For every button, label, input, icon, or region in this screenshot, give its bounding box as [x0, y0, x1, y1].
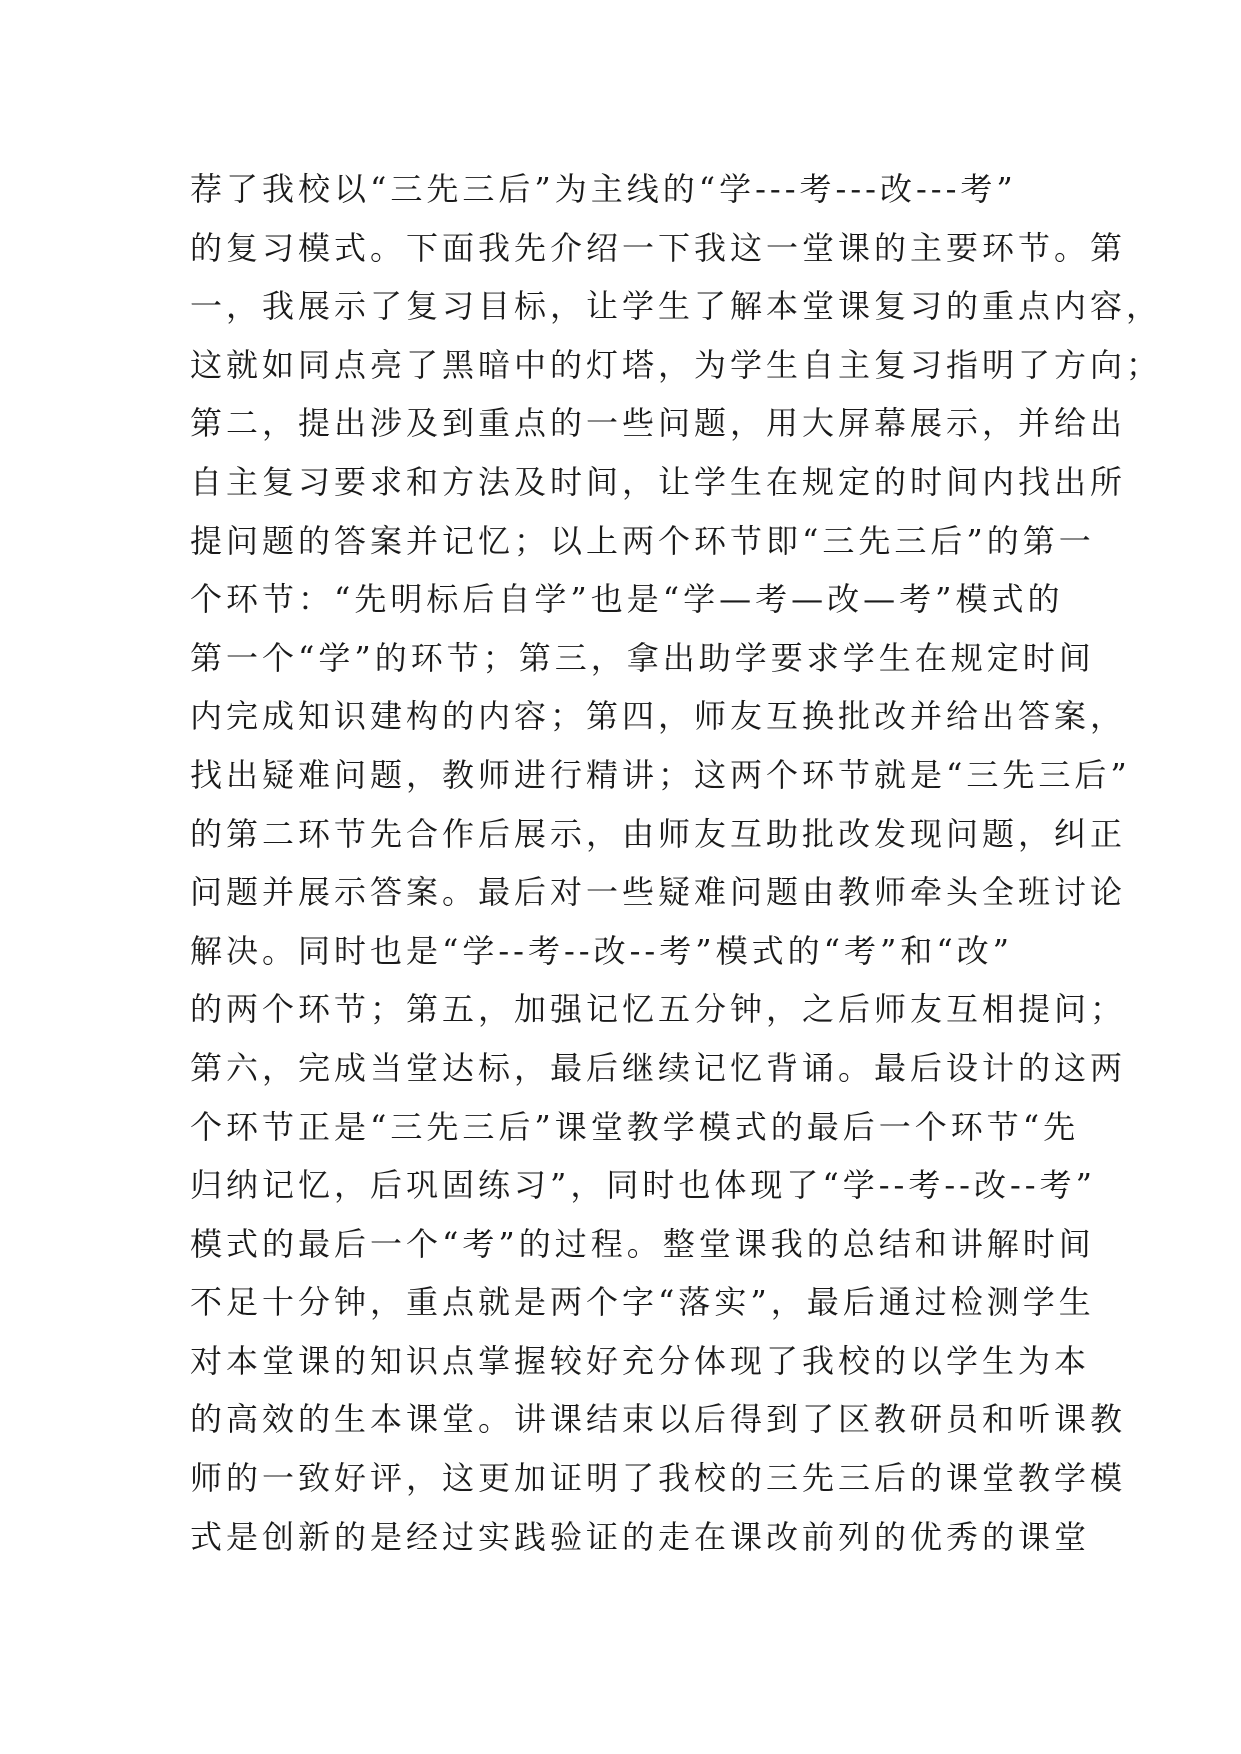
text-line: 的复习模式。下面我先介绍一下我这一堂课的主要环节。第 — [190, 228, 1127, 267]
text-line: 的第二环节先合作后展示，由师友互助批改发现问题，纠正 — [190, 814, 1127, 853]
body-text — [190, 160, 1163, 1566]
text-line: 式是创新的是经过实践验证的走在课改前列的优秀的课堂 — [190, 1517, 1091, 1556]
text-line: 的两个环节；第五，加强记忆五分钟，之后师友互相提问； — [190, 990, 1127, 1029]
text-line: 师的一致好评，这更加证明了我校的三先三后的课堂教学模 — [190, 1459, 1127, 1498]
text-line: 自主复习要求和方法及时间，让学生在规定的时间内找出所 — [190, 462, 1127, 501]
text-line: 个环节正是“三先三后”课堂教学模式的最后一个环节“先 — [190, 1107, 1080, 1146]
text-line: 解决。同时也是“学--考--改--考”模式的“考”和“改” — [190, 931, 1014, 970]
text-line: 找出疑难问题，教师进行精讲；这两个环节就是“三先三后” — [190, 755, 1131, 794]
text-line: 对本堂课的知识点掌握较好充分体现了我校的以学生为本 — [190, 1341, 1091, 1380]
text-line: 提问题的答案并记忆；以上两个环节即“三先三后”的第一 — [190, 521, 1095, 560]
text-line: 第二，提出涉及到重点的一些问题，用大屏幕展示，并给出 — [190, 404, 1127, 443]
text-line: 模式的最后一个“考”的过程。整堂课我的总结和讲解时间 — [190, 1224, 1095, 1263]
text-line: 归纳记忆，后巩固练习”，同时也体现了“学--考--改--考” — [190, 1166, 1096, 1205]
text-line: 第六，完成当堂达标，最后继续记忆背诵。最后设计的这两 — [190, 1048, 1127, 1087]
text-line: 个环节：“先明标后自学”也是“学—考—改—考”模式的 — [190, 580, 1064, 619]
text-line: 内完成知识建构的内容；第四，师友互换批改并给出答案， — [190, 697, 1127, 736]
text-line: 不足十分钟，重点就是两个字“落实”，最后通过检测学生 — [190, 1283, 1095, 1322]
text-line: 问题并展示答案。最后对一些疑难问题由教师牵头全班讨论 — [190, 873, 1127, 912]
text-line: 第一个“学”的环节；第三，拿出助学要求学生在规定时间 — [190, 638, 1095, 677]
text-line: 荐了我校以“三先三后”为主线的“学---考---改---考” — [190, 170, 1017, 208]
text-line: 这就如同点亮了黑暗中的灯塔，为学生自主复习指明了方向； — [190, 345, 1163, 384]
text-line: 一，我展示了复习目标，让学生了解本堂课复习的重点内容， — [190, 287, 1163, 326]
text-line: 的高效的生本课堂。讲课结束以后得到了区教研员和听课教 — [190, 1400, 1127, 1439]
